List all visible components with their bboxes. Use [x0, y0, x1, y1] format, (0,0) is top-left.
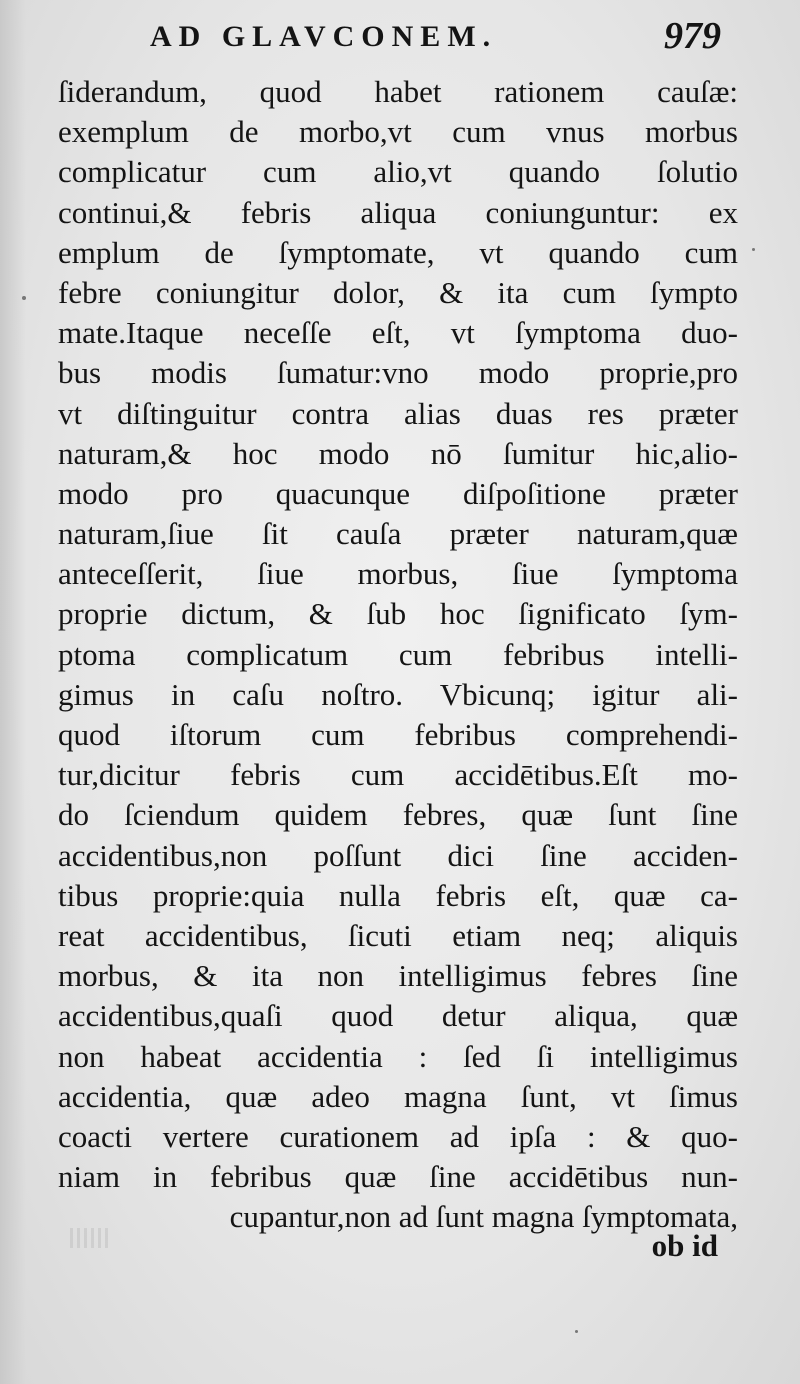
text-line: reat accidentibus, ſicuti etiam neq; aliquis — [58, 917, 738, 953]
text-line: accidentibus,quaſi quod detur aliqua, quæ — [58, 998, 738, 1034]
text-line: cupantur,non ad ſunt magna ſymptomata, — [229, 1199, 738, 1235]
text-line: proprie dictum, & ſub hoc ſignificato ſym- — [58, 596, 738, 632]
text-line: naturam,ſiue ſit cauſa præter naturam,quæ — [58, 516, 738, 552]
text-line: gimus in caſu noſtro. Vbicunq; igitur ali- — [58, 676, 738, 712]
text-line: anteceſſerit, ſiue morbus, ſiue ſymptoma — [58, 556, 738, 592]
running-title: AD GLAVCONEM. — [150, 20, 498, 53]
paper-speck — [22, 296, 26, 300]
text-line: ſiderandum, quod habet rationem cauſæ: — [58, 74, 738, 109]
text-line: continui,& febris aliqua coniunguntur: ex — [58, 194, 738, 230]
paper-speck — [752, 248, 755, 251]
text-line: quod iſtorum cum febribus comprehendi- — [58, 717, 738, 752]
text-line: mate.Itaque neceſſe eſt, vt ſymptoma duo- — [58, 315, 738, 351]
text-line: febre coniungitur dolor, & ita cum ſympto — [58, 274, 738, 310]
text-line: do ſciendum quidem febres, quæ ſunt ſine — [58, 797, 738, 833]
text-line: naturam,& hoc modo nō ſumitur hic,alio- — [58, 435, 738, 471]
text-line: vt diſtinguitur contra alias duas res præter — [58, 395, 738, 431]
text-line: bus modis ſumatur:vno modo proprie,pro — [58, 355, 738, 391]
gutter-shadow — [0, 0, 26, 1384]
body-text-block — [58, 72, 738, 1237]
text-line: non habeat accidentia : ſed ſi intelligimus — [58, 1038, 738, 1074]
text-line: tur,dicitur febris cum accidētibus.Eſt mo- — [58, 757, 738, 793]
text-line: accidentibus,non poſſunt dici ſine acciden- — [58, 837, 738, 873]
page-number: 979 — [664, 15, 721, 57]
text-line: niam in febribus quæ ſine accidētibus nun- — [58, 1159, 738, 1195]
text-line: emplum de ſymptomate, vt quando cum — [58, 234, 738, 270]
text-line: tibus proprie:quia nulla febris eſt, quæ ca- — [58, 877, 738, 913]
text-line: coacti vertere curationem ad ipſa : & quo- — [58, 1118, 738, 1154]
text-line: accidentia, quæ adeo magna ſunt, vt ſimus — [58, 1078, 738, 1114]
text-line: exemplum de morbo,vt cum vnus morbus — [58, 114, 738, 150]
text-line: modo pro quacunque diſpoſitione præter — [58, 475, 738, 511]
text-line: morbus, & ita non intelligimus febres ſine — [58, 958, 738, 994]
ink-show-through — [70, 1228, 110, 1248]
text-line: complicatur cum alio,vt quando ſolutio — [58, 154, 738, 190]
catchword: ob id — [651, 1228, 718, 1263]
paper-speck — [575, 1330, 578, 1333]
text-line: ptoma complicatum cum febribus intelli- — [58, 636, 738, 672]
